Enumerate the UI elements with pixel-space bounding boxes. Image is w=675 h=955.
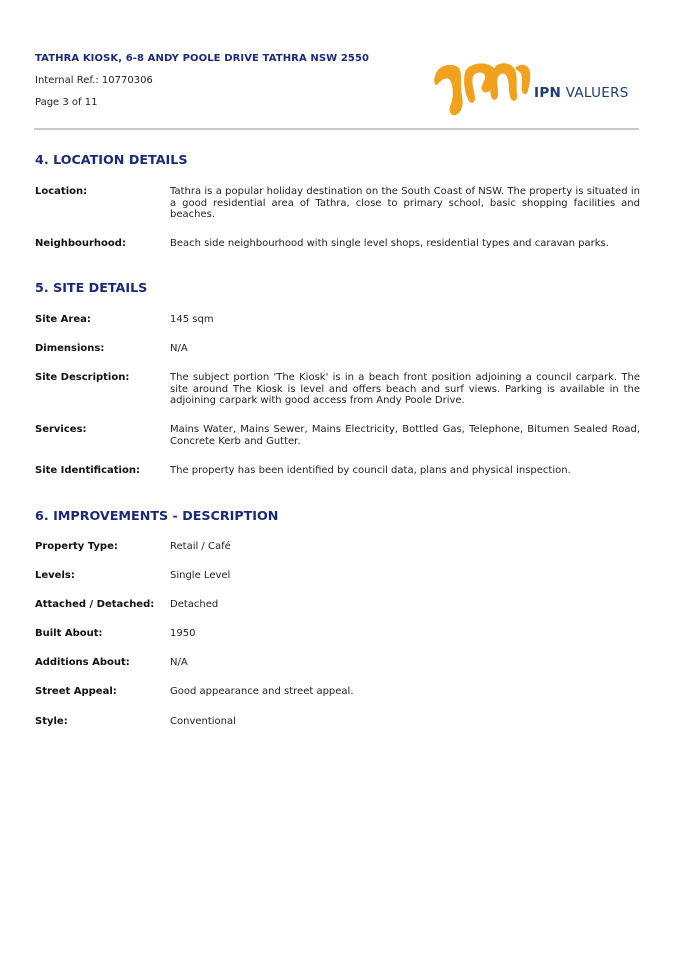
row-label: Neighbourhood: — [35, 238, 126, 249]
row-value: N/A — [170, 657, 188, 668]
row-label: Built About: — [35, 628, 103, 639]
row-value: Beach side neighbourhood with single level shops, residential types and caravan parks. — [170, 238, 609, 249]
row-label: Style: — [35, 716, 68, 727]
row-label: Street Appeal: — [35, 686, 117, 697]
row-value: The subject portion 'The Kiosk' is in a beach front position adjoining a council carpark. The site around The Kiosk is level and offers beach and surf views. Parking is available in the adjoining carpark with good access from Andy Poole Drive. — [170, 372, 640, 407]
logo-wordmark-valuers: VALUERS — [565, 85, 629, 101]
page-number: Page 3 of 11 — [35, 97, 98, 108]
row-label: Location: — [35, 186, 88, 197]
row-label: Site Area: — [35, 314, 91, 325]
row-label: Dimensions: — [35, 343, 105, 354]
row-label: Site Identification: — [35, 465, 140, 476]
header-divider — [34, 128, 639, 130]
row-value: Conventional — [170, 716, 236, 727]
row-label: Attached / Detached: — [35, 599, 155, 610]
row-value: Good appearance and street appeal. — [170, 686, 354, 697]
row-label: Property Type: — [35, 541, 118, 552]
row-label: Site Description: — [35, 372, 130, 383]
row-value: The property has been identified by council data, plans and physical inspection. — [170, 465, 571, 476]
row-value: Retail / Café — [170, 541, 231, 552]
section-heading-location: 4. LOCATION DETAILS — [35, 152, 188, 167]
row-label: Services: — [35, 424, 87, 435]
row-value: 1950 — [170, 628, 196, 639]
logo-wordmark-ipn: IPN — [534, 85, 562, 101]
property-address-title: TATHRA KIOSK, 6-8 ANDY POOLE DRIVE TATHRA NSW 2550 — [35, 53, 370, 64]
row-value: 145 sqm — [170, 314, 214, 325]
row-value: Detached — [170, 599, 219, 610]
section-heading-improvements: 6. IMPROVEMENTS - DESCRIPTION — [35, 508, 279, 523]
row-value: N/A — [170, 343, 188, 354]
row-label: Levels: — [35, 570, 75, 581]
section-heading-site: 5. SITE DETAILS — [35, 280, 148, 295]
logo-wordmark — [534, 85, 629, 101]
row-value: Mains Water, Mains Sewer, Mains Electricity, Bottled Gas, Telephone, Bitumen Sealed Road, Concrete Kerb and Gutter. — [170, 424, 640, 447]
row-value: Single Level — [170, 570, 231, 581]
internal-reference: Internal Ref.: 10770306 — [35, 75, 153, 86]
row-value: Tathra is a popular holiday destination on the South Coast of NSW. The property is situated in a good residential area of Tathra, close to primary school, basic shopping facilities and beaches. — [170, 186, 640, 221]
row-label: Additions About: — [35, 657, 130, 668]
